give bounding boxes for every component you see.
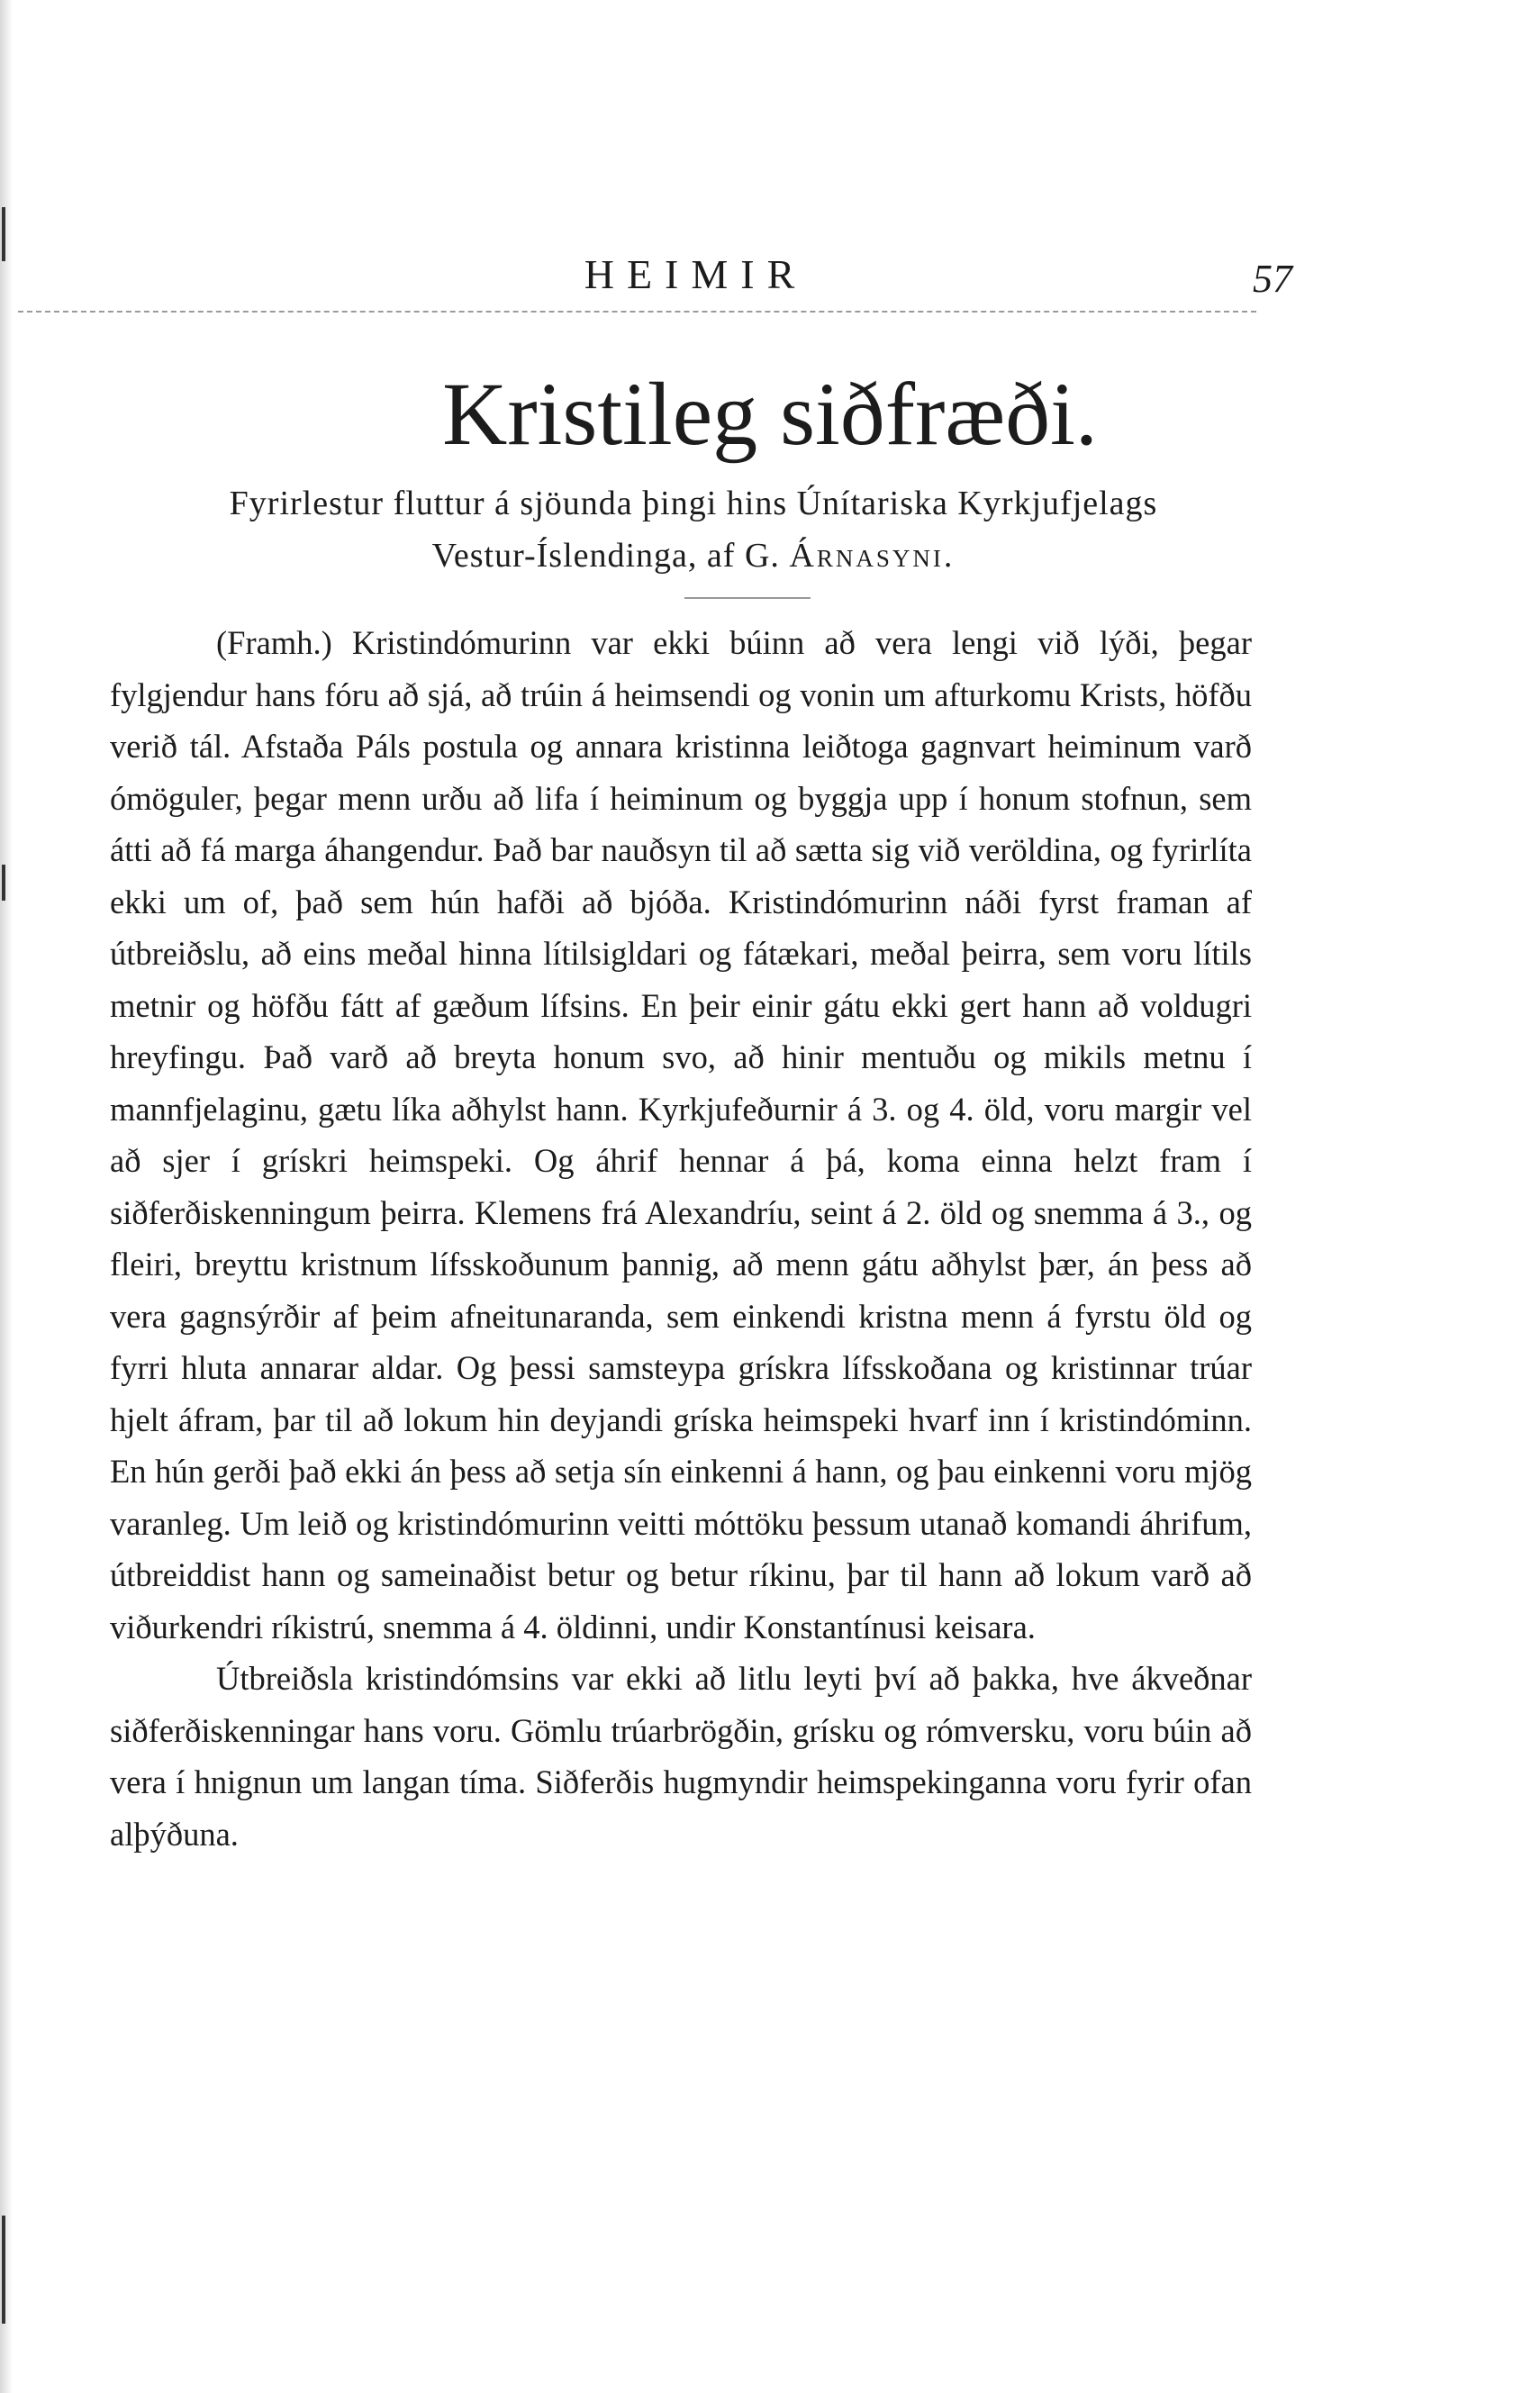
page-number: 57 — [1253, 257, 1292, 301]
article-body — [110, 617, 1252, 1860]
scan-mark — [2, 207, 5, 261]
running-title: HEIMIR — [584, 251, 808, 297]
scan-edge-shadow — [0, 0, 13, 2393]
article-title: Kristileg siðfræði. — [442, 364, 1098, 464]
subtitle-line-2 — [108, 530, 1279, 582]
running-head — [117, 250, 1292, 304]
scan-mark — [2, 865, 5, 901]
scan-mark — [2, 2216, 5, 2324]
article-subtitle — [108, 477, 1279, 582]
header-rule — [18, 311, 1256, 313]
body-paragraph-2: Útbreiðsla kristindómsins var ekki að litlu leyti því að þakka, hve ákveðnar siðferðiskenningar hans voru. Gömlu trúarbrögðin, grísku og rómversku, voru búin að vera í hnignun um langan tíma. Siðferðis hugmyndir heimspekinganna voru fyrir ofan alþýðuna. — [110, 1660, 1252, 1853]
author-name: Árnasyni. — [789, 537, 956, 575]
subtitle-line-2-prefix: Vestur-Íslendinga, af G. — [431, 537, 790, 575]
title-rule — [684, 597, 811, 599]
body-paragraph-1: (Framh.) Kristindómurinn var ekki búinn að vera lengi við lýði, þegar fylgjendur hans fóru að sjá, að trúin á heimsendi og vonin um afturkomu Krists, höfðu verið tál. Afstaða Páls postula og annara kristinna leiðtoga gagnvart heiminum varð ómögulег, þegar menn urðu að lifa í heiminum og byggja upp í honum stofnun, sem átti að fá marga áhangendur. Það bar nauðsyn til að sætta sig við veröldina, og fyrirlíta ekki um of, það sem hún hafði að bjóða. Kristindómurinn náði fyrst framan af útbreiðslu, að eins meðal hinna lítilsigldari og fátækari, meðal þeirra, sem voru lítils metnir og höfðu fátt af gæðum lífsins. En þeir einir gátu ekki gert hann að voldugri hreyfingu. Það varð að breyta honum svo, að hinir mentuðu og mikils metnu í mannfjelaginu, gætu líka aðhylst hann. Kyrkjufeðurnir á 3. og 4. öld, voru margir vel að sjer í grískri heimspeki. Og áhrif hennar á þá, koma einna helzt fram í siðferðiskenningum þeirra. Klemens frá Alexandríu, seint á 2. öld og snemma á 3., og fleiri, breyttu kristnum lífsskoðunum þannig, að menn gátu aðhylst þær, án þess að vera gagnsýrðir af þeim afneitunaranda, sem einkendi kristna menn á fyrstu öld og fyrri hluta annarar aldar. Og þessi samsteypa grískra lífsskoðana og kristinnar trúar hjelt áfram, þar til að lokum hin deyjandi gríska heimspeki hvarf inn í kristindóminn. En hún gerði það ekki án þess að setja sín einkenni á hann, og þau einkenni voru mjög varanleg. Um leið og kristindómurinn veitti móttöku þessum utanað komandi áhrifum, útbreiddist hann og sameinaðist betur og betur ríkinu, þar til hann að lokum varð að viðurkendri ríkistrú, snemma á 4. öldinni, undir Konstantínusi keisara. — [110, 624, 1252, 1645]
subtitle-line-1: Fyrirlestur fluttur á sjöunda þingi hins Únítariska Kyrkjufjelags — [229, 485, 1158, 522]
